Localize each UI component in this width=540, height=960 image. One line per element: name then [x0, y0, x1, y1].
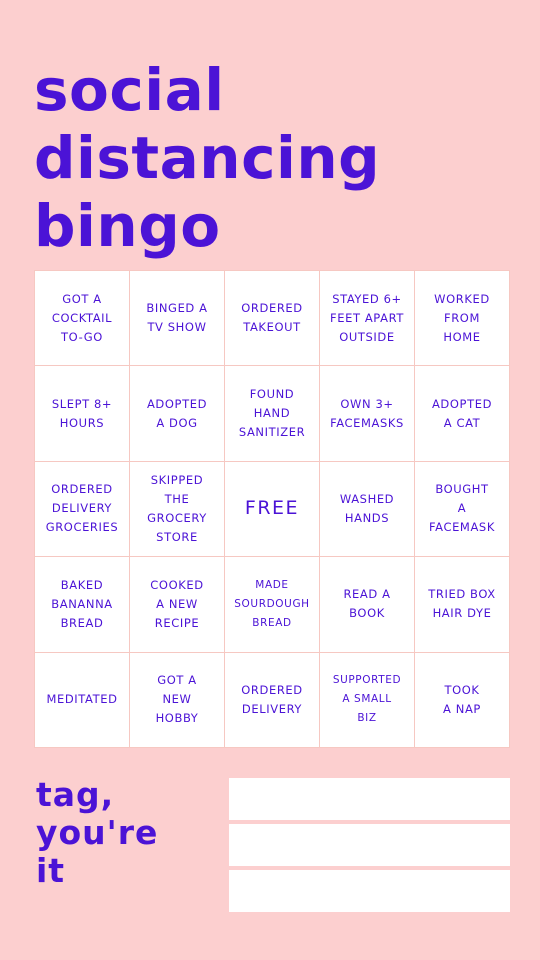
bingo-cell[interactable]: SKIPPED THE GROCERY STORE — [130, 462, 224, 556]
tag-name-field-1[interactable] — [229, 778, 510, 820]
bingo-cell[interactable]: MEDITATED — [35, 653, 129, 747]
bingo-cell[interactable]: READ A BOOK — [320, 557, 414, 651]
title-line-3: bingo — [34, 192, 221, 260]
bingo-grid — [34, 270, 510, 748]
bingo-cell[interactable]: WORKED FROM HOME — [415, 271, 509, 365]
tag-line-3: it — [36, 851, 66, 890]
tag-name-field-2[interactable] — [229, 824, 510, 866]
bingo-cell[interactable]: BAKED BANANNA BREAD — [35, 557, 129, 651]
bingo-cell[interactable]: ADOPTED A CAT — [415, 366, 509, 460]
bingo-cell[interactable]: TOOK A NAP — [415, 653, 509, 747]
bingo-cell[interactable]: ORDERED TAKEOUT — [225, 271, 319, 365]
bingo-cell[interactable]: FOUND HAND SANITIZER — [225, 366, 319, 460]
bingo-cell[interactable]: COOKED A NEW RECIPE — [130, 557, 224, 651]
bingo-cell[interactable]: SUPPORTED A SMALL BIZ — [320, 653, 414, 747]
bingo-cell[interactable]: ORDERED DELIVERY — [225, 653, 319, 747]
bingo-cell[interactable]: STAYED 6+ FEET APART OUTSIDE — [320, 271, 414, 365]
bingo-cell[interactable]: MADE SOURDOUGH BREAD — [225, 557, 319, 651]
bingo-cell[interactable]: SLEPT 8+ HOURS — [35, 366, 129, 460]
tag-name-field-3[interactable] — [229, 870, 510, 912]
tag-line-1: tag, — [36, 775, 115, 814]
bingo-cell[interactable]: BOUGHT A FACEMASK — [415, 462, 509, 556]
bingo-free-cell[interactable]: FREE — [225, 462, 319, 556]
bingo-cell[interactable]: TRIED BOX HAIR DYE — [415, 557, 509, 651]
title-line-1: social — [34, 56, 225, 124]
bingo-cell[interactable]: WASHED HANDS — [320, 462, 414, 556]
bingo-cell[interactable]: ADOPTED A DOG — [130, 366, 224, 460]
bingo-cell[interactable]: ORDERED DELIVERY GROCERIES — [35, 462, 129, 556]
tag-line-2: you're — [36, 813, 159, 852]
tag-heading — [36, 776, 158, 890]
bingo-cell[interactable]: GOT A COCKTAIL TO-GO — [35, 271, 129, 365]
bingo-cell[interactable]: BINGED A TV SHOW — [130, 271, 224, 365]
bingo-cell[interactable]: OWN 3+ FACEMASKS — [320, 366, 414, 460]
bingo-cell[interactable]: GOT A NEW HOBBY — [130, 653, 224, 747]
title-line-2: distancing — [34, 124, 381, 192]
page-title — [34, 56, 380, 260]
